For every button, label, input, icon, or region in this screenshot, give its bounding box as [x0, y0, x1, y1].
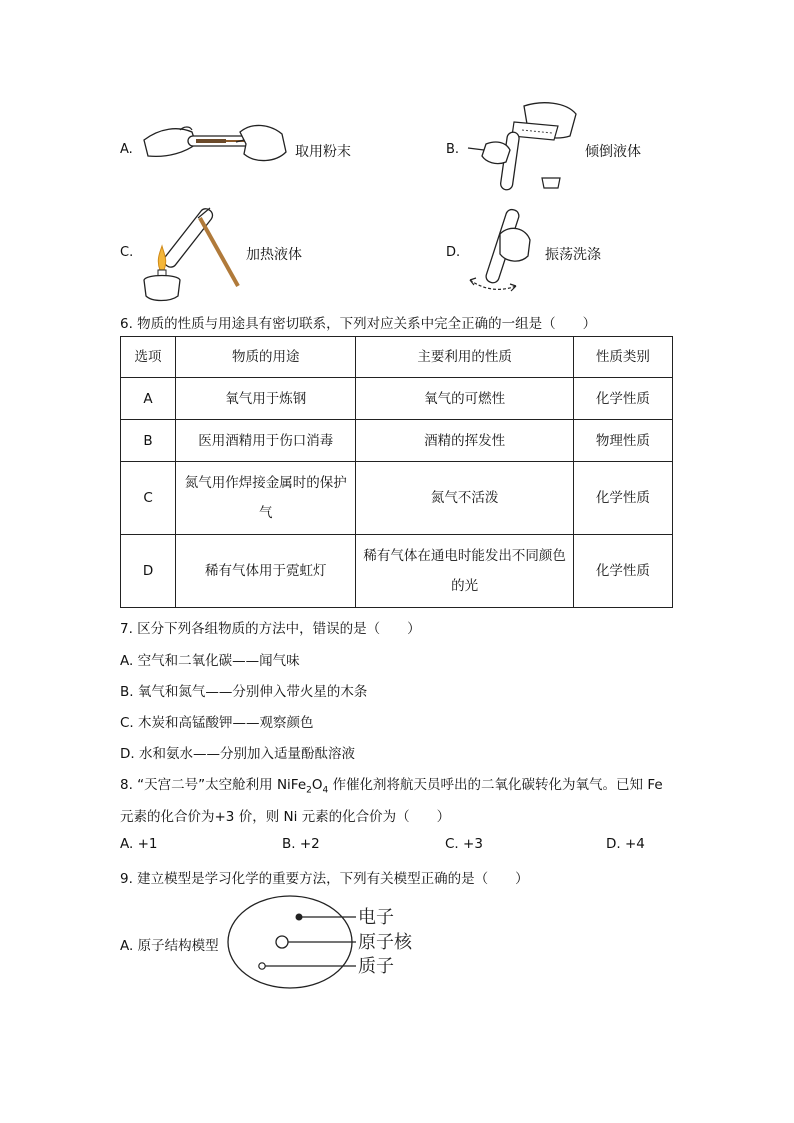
cell-option: A	[121, 378, 176, 420]
cell-property: 氮气不活泼	[356, 462, 573, 535]
cell-category: 物理性质	[573, 420, 672, 462]
q7-option-b: B. 氧气和氮气——分别伸入带火星的木条	[120, 684, 368, 700]
table-row	[121, 462, 673, 535]
label-proton: 质子	[358, 956, 394, 977]
question-9-stem: 9. 建立模型是学习化学的重要方法，下列有关模型正确的是（ ）	[120, 871, 529, 887]
cell-category: 化学性质	[573, 378, 672, 420]
cell-use: 稀有气体用于霓虹灯	[176, 535, 356, 608]
heat-liquid-illustration	[140, 200, 244, 304]
cell-option: B	[121, 420, 176, 462]
q8-option-b: B. +2	[282, 836, 320, 852]
take-powder-illustration	[140, 118, 290, 170]
header-use: 物质的用途	[176, 337, 356, 378]
header-option: 选项	[121, 337, 176, 378]
question-7-stem: 7. 区分下列各组物质的方法中，错误的是（ ）	[120, 621, 421, 637]
q7-option-c: C. 木炭和高锰酸钾——观察颜色	[120, 715, 314, 731]
option-letter: A.	[120, 142, 133, 157]
table-row	[121, 420, 673, 462]
table-row	[121, 535, 673, 608]
label-nucleus: 原子核	[358, 932, 412, 953]
q8-subscript-4: 4	[322, 785, 329, 796]
q9-option-a: A. 原子结构模型	[120, 938, 219, 954]
question-8-stem	[120, 773, 663, 796]
q8-option-a: A. +1	[120, 836, 158, 852]
cell-category: 化学性质	[573, 535, 672, 608]
table-row	[121, 378, 673, 420]
header-property: 主要利用的性质	[356, 337, 573, 378]
question-6-stem: 6. 物质的性质与用途具有密切联系，下列对应关系中完全正确的一组是（ ）	[120, 316, 597, 332]
q7-option-a: A. 空气和二氧化碳——闻气味	[120, 653, 300, 669]
table-header-row	[121, 337, 673, 378]
nucleus-circle	[276, 936, 288, 948]
cell-use: 氮气用作焊接金属时的保护气	[176, 462, 356, 535]
option-letter: D.	[446, 245, 461, 260]
cell-option: C	[121, 462, 176, 535]
q8-option-d: D. +4	[606, 836, 645, 852]
label-electron: 电子	[358, 907, 394, 928]
option-letter: C.	[120, 245, 134, 260]
cell-property: 酒精的挥发性	[356, 420, 573, 462]
q8-option-c: C. +3	[445, 836, 483, 852]
proton-circle	[259, 963, 265, 969]
option-label: 振荡洗涤	[545, 247, 601, 263]
cell-property: 稀有气体在通电时能发出不同颜色的光	[356, 535, 573, 608]
q7-option-d: D. 水和氨水——分别加入适量酚酞溶液	[120, 746, 355, 762]
option-label: 加热液体	[246, 247, 302, 263]
shake-wash-illustration	[466, 206, 542, 296]
q8-subscript-2: 2	[306, 785, 312, 796]
option-letter: B.	[446, 142, 460, 157]
header-category: 性质类别	[573, 337, 672, 378]
q8-stem-start: 8. “天宫二号”太空舱利用 NiFe	[120, 777, 307, 793]
cell-property: 氧气的可燃性	[356, 378, 573, 420]
cell-option: D	[121, 535, 176, 608]
question-8-stem-line2: 元素的化合价为+3 价，则 Ni 元素的化合价为（ ）	[120, 809, 451, 825]
pour-liquid-illustration	[466, 100, 582, 192]
option-label: 取用粉末	[295, 144, 351, 160]
q8-stem-end: 作催化剂将航天员呼出的二氧化碳转化为氧气。已知 Fe	[328, 777, 663, 793]
question-6-table	[120, 336, 673, 608]
cell-category: 化学性质	[573, 462, 672, 535]
q8-oxygen-symbol: O	[311, 777, 323, 793]
cell-use: 氧气用于炼钢	[176, 378, 356, 420]
option-label: 倾倒液体	[585, 144, 641, 160]
atom-structure-model-diagram	[226, 892, 426, 992]
cell-use: 医用酒精用于伤口消毒	[176, 420, 356, 462]
